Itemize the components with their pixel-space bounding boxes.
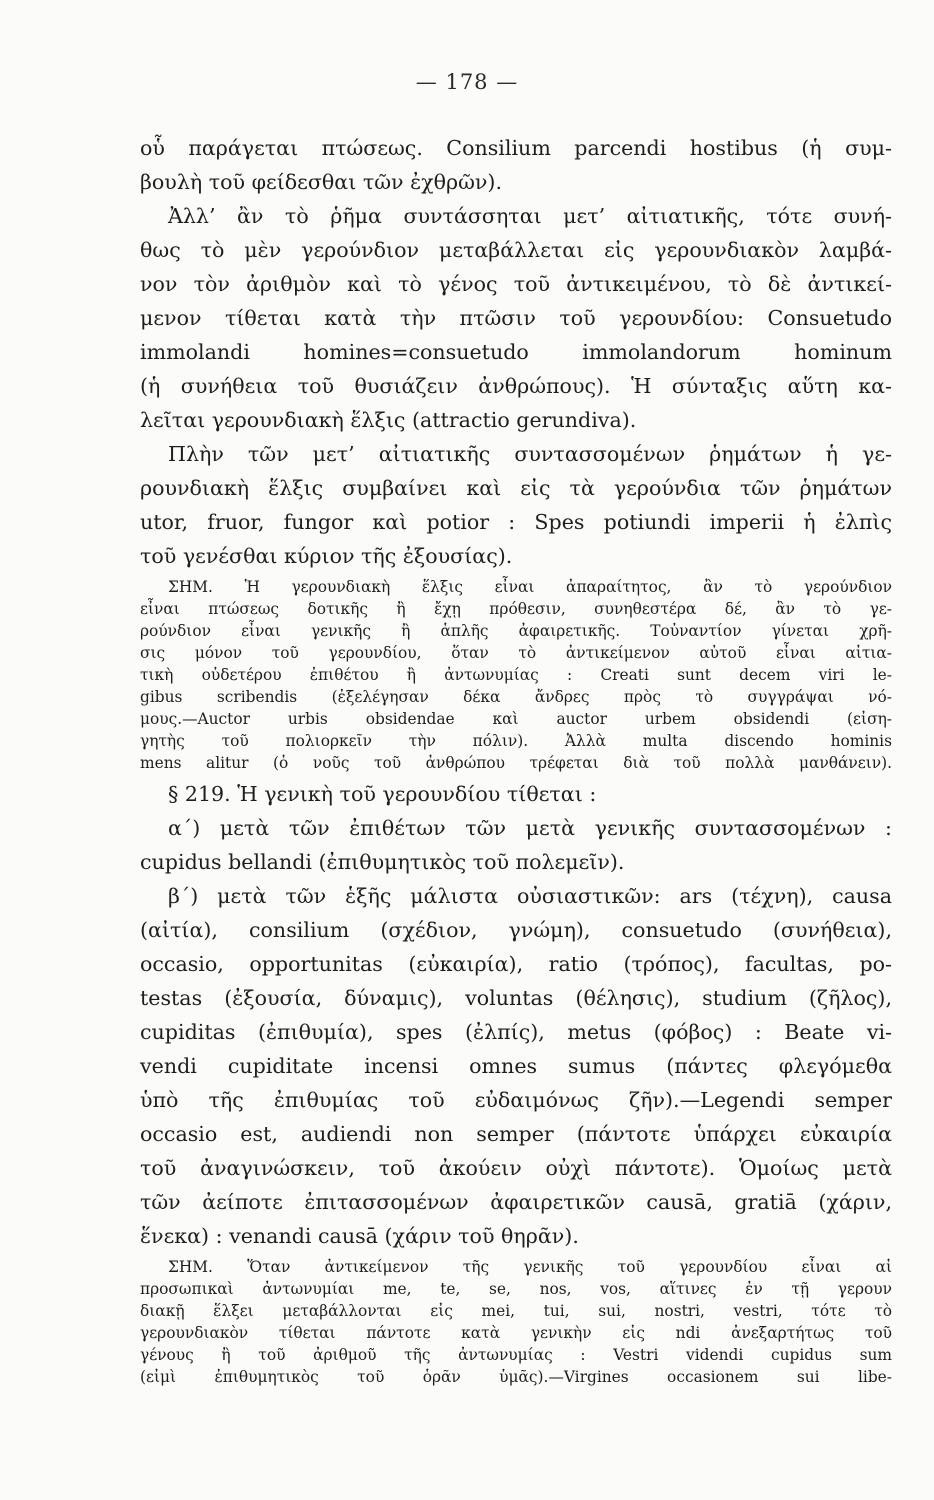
note-line: μους.—Auctor urbis obsidendae καὶ auctor urbem obsidendi (εἰση- xyxy=(140,710,892,728)
text-line: α΄) μετὰ τῶν ἐπιθέτων τῶν μετὰ γενικῆς συντασσομένων : xyxy=(168,816,892,840)
text-line: occasio, opportunitas (εὐκαιρία), ratio (τρόπος), facultas, po- xyxy=(140,952,892,976)
note-line: gibus scribendis (ἐξελέγησαν δέκα ἄνδρες πρὸς τὸ συγγράψαι νό- xyxy=(140,688,892,706)
text-line: ρουνδιακὴ ἕλξις συμβαίνει καὶ εἰς τὰ γερούνδια τῶν ῥημάτων xyxy=(140,476,892,500)
text-line: τοῦ γενέσθαι κύριον τῆς ἐξουσίας). xyxy=(140,544,513,568)
text-line: τῶν ἀείποτε ἐπιτασσομένων ἀφαιρετικῶν causā, gratiā (χάριν, xyxy=(140,1190,892,1214)
text-line: οὗ παράγεται πτώσεως. Consilium parcendi hostibus (ἡ συμ- xyxy=(140,136,892,160)
text-line: cupiditas (ἐπιθυμία), spes (ἐλπίς), metus (φόβος) : Beate vi- xyxy=(140,1020,892,1044)
text-line: λεῖται γερουνδιακὴ ἕλξις (attractio gerundiva). xyxy=(140,408,637,432)
text-line: μενον τίθεται κατὰ τὴν πτῶσιν τοῦ γερουνδίου: Consuetudo xyxy=(140,306,892,330)
note-line: mens alitur (ὁ νοῦς τοῦ ἀνθρώπου τρέφεται διὰ τοῦ πολλὰ μανθάνειν). xyxy=(140,754,892,772)
text-line: cupidus bellandi (ἐπιθυμητικὸς τοῦ πολεμεῖν). xyxy=(140,850,625,874)
text-line: utor, fruor, fungor καὶ potior : Spes potiundi imperii ἡ ἐλπὶς xyxy=(140,510,892,534)
text-line: ὑπὸ τῆς ἐπιθυμίας τοῦ εὐδαιμόνως ζῆν).—Legendi semper xyxy=(140,1088,892,1112)
text-line: occasio est, audiendi non semper (πάντοτε ὑπάρχει εὐκαιρία xyxy=(140,1122,892,1146)
text-line: ἕνεκα) : venandi causā (χάριν τοῦ θηρᾶν). xyxy=(140,1224,579,1248)
note-line: σις μόνον τοῦ γερουνδίου, ὅταν τὸ ἀντικείμενον αὐτοῦ εἶναι αἰτια- xyxy=(140,644,892,662)
text-line: (αἰτία), consilium (σχέδιον, γνώμη), consuetudo (συνήθεια), xyxy=(140,918,892,942)
text-line: vendi cupiditate incensi omnes sumus (πάντες φλεγόμεθα xyxy=(140,1054,892,1078)
note-line: εἶναι πτώσεως δοτικῆς ἢ ἔχῃ πρόθεσιν, συνηθεστέρα δέ, ἂν τὸ γε- xyxy=(140,600,892,618)
note-line: γερουνδιακὸν τίθεται πάντοτε κατὰ γενικὴν εἰς ndi ἀνεξαρτήτως τοῦ xyxy=(140,1324,892,1342)
text-line: immolandi homines=consuetudo immolandorum hominum xyxy=(140,340,892,364)
note-line: προσωπικαὶ ἀντωνυμίαι me, te, se, nos, vos, αἵτινες ἐν τῇ γερουν xyxy=(140,1280,892,1298)
note-line: ΣΗΜ. Ἡ γερουνδιακὴ ἕλξις εἶναι ἀπαραίτητος, ἂν τὸ γερούνδιον xyxy=(168,578,892,596)
note-line: γητὴς τοῦ πολιορκεῖν τὴν πόλιν). Ἀλλὰ multa discendo hominis xyxy=(140,732,892,750)
note-line: ΣΗΜ. Ὅταν ἀντικείμενον τῆς γενικῆς τοῦ γερουνδίου εἶναι αἱ xyxy=(168,1258,892,1276)
note-line: γένους ἢ τοῦ ἀριθμοῦ τῆς ἀντωνυμίας : Vestri videndi cupidus sum xyxy=(140,1346,892,1364)
text-line: (ἡ συνήθεια τοῦ θυσιάζειν ἀνθρώπους). Ἡ σύνταξις αὕτη κα- xyxy=(140,374,892,398)
note-line: διακῇ ἕλξει μεταβάλλονται εἰς mei, tui, sui, nostri, vestri, τότε τὸ xyxy=(140,1302,892,1320)
text-line: τοῦ ἀναγινώσκειν, τοῦ ἀκούειν οὐχὶ πάντοτε). Ὁμοίως μετὰ xyxy=(140,1156,892,1180)
note-line: τικὴ οὐδετέρου ἐπιθέτου ἢ ἀντωνυμίας : Creati sunt decem viri le- xyxy=(140,666,892,684)
note-line: (εἰμὶ ἐπιθυμητικὸς τοῦ ὁρᾶν ὑμᾶς).—Virgines occasionem sui libe- xyxy=(140,1368,892,1386)
note-line: ρούνδιον εἶναι γενικῆς ἢ ἁπλῆς ἀφαιρετικῆς. Τοὐναντίον γίνεται χρῆ- xyxy=(140,622,892,640)
text-line: Ἀλλ’ ἂν τὸ ῥῆμα συντάσσηται μετ’ αἰτιατικῆς, τότε συνή- xyxy=(168,204,892,228)
page-number: — 178 — xyxy=(415,70,519,94)
text-line: βουλὴ τοῦ φείδεσθαι τῶν ἐχθρῶν). xyxy=(140,170,503,194)
text-line: testas (ἐξουσία, δύναμις), voluntas (θέλησις), studium (ζῆλος), xyxy=(140,986,892,1010)
text-line: θως τὸ μὲν γερούνδιον μεταβάλλεται εἰς γερουνδιακὸν λαμβά- xyxy=(140,238,892,262)
text-line: β΄) μετὰ τῶν ἑξῆς μάλιστα οὐσιαστικῶν: ars (τέχνη), causa xyxy=(168,884,892,908)
text-line: Πλὴν τῶν μετ’ αἰτιατικῆς συντασσομένων ῥημάτων ἡ γε- xyxy=(168,442,892,466)
text-line: § 219. Ἡ γενικὴ τοῦ γερουνδίου τίθεται : xyxy=(168,782,597,806)
text-line: νον τὸν ἀριθμὸν καὶ τὸ γένος τοῦ ἀντικειμένου, τὸ δὲ ἀντικεί- xyxy=(140,272,892,296)
